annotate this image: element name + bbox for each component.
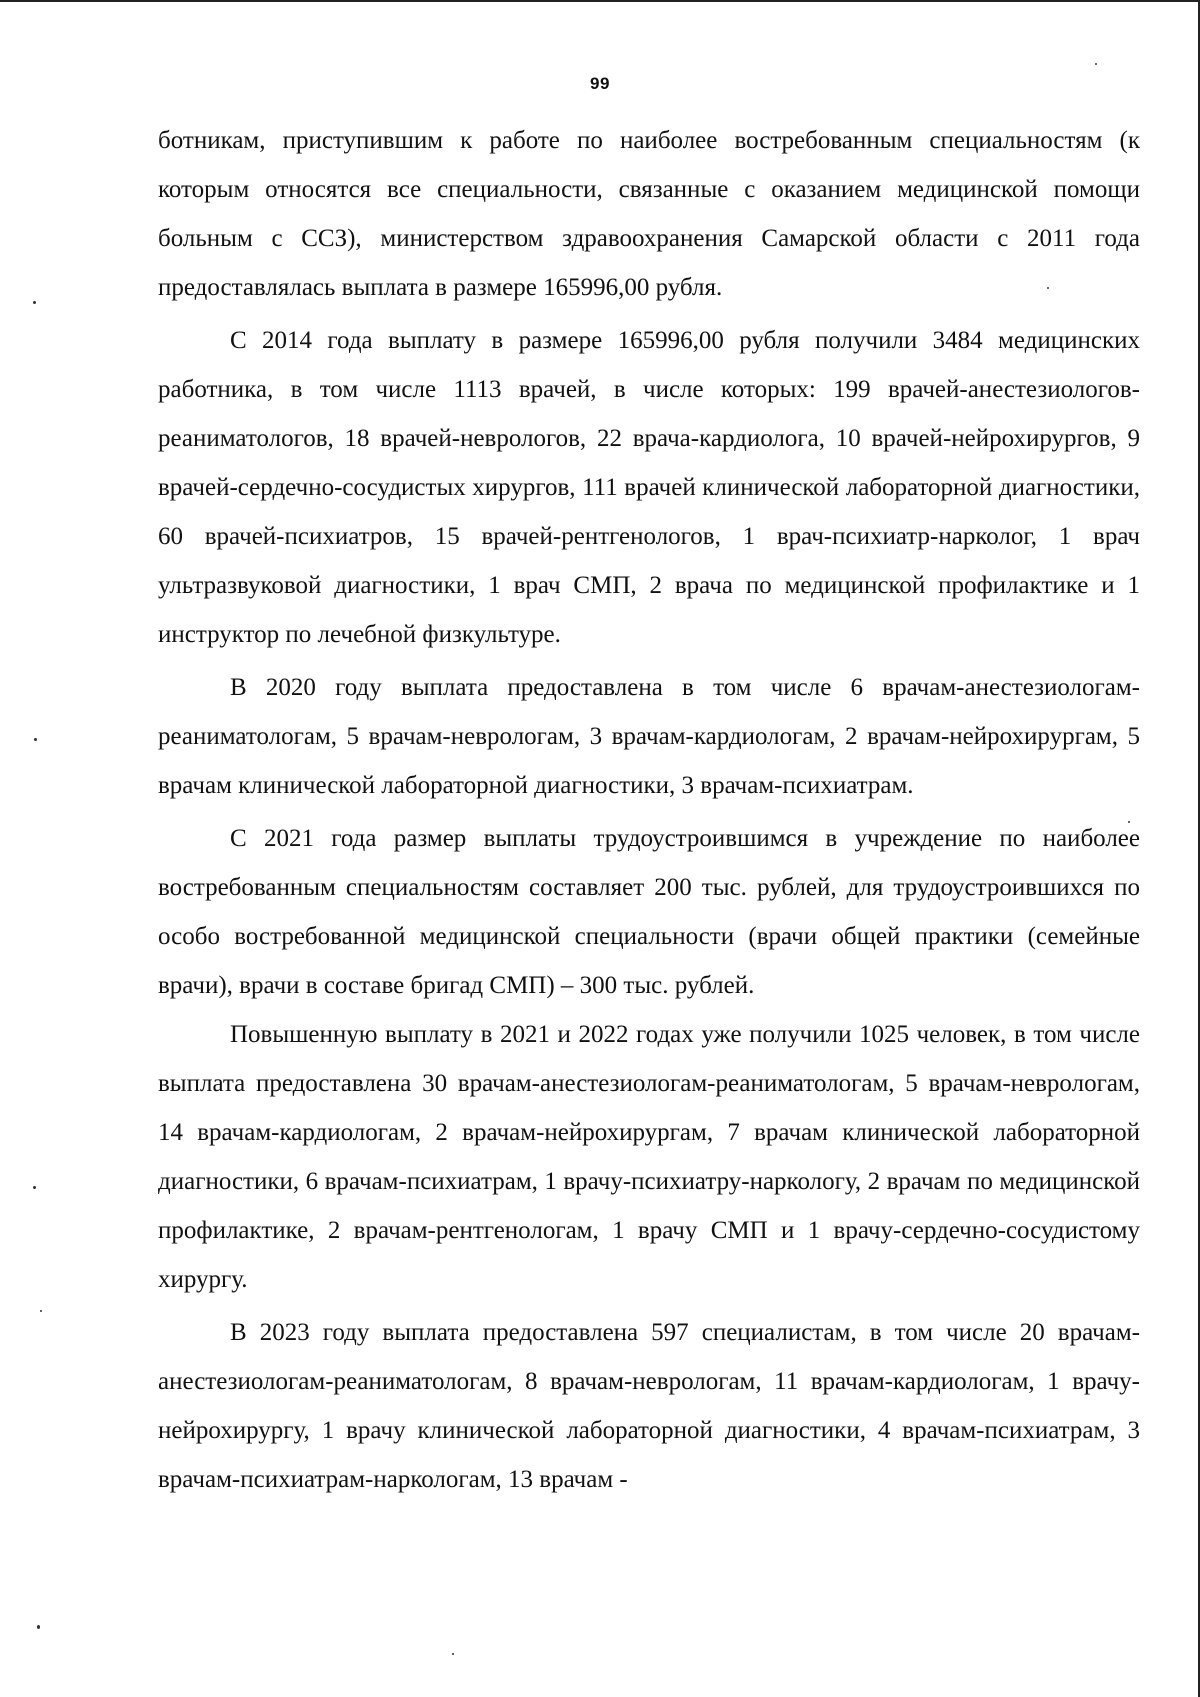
page-number: 99 <box>590 74 610 93</box>
scan-speck <box>34 738 37 741</box>
paragraph-2014-payments: С 2014 года выплату в размере 165996,00 рубля получили 3484 медицинских работника, в том числе 1113 врачей, в числе которых: 199 врачей-анестезиологов-реаниматологов, 18 врачей-неврологов, 22 врача-кардиолога, 10 врачей-нейрохирургов, 9 врачей-сердечно-сосудистых хирургов, 111 врачей клинической лабораторной диагностики, 60 врачей-психиатров, 15 врачей-рентгенологов, 1 врач-психиатр-нарколог, 1 врач ультразвуковой диагностики, 1 врач СМП, 2 врача по медицинской профилактике и 1 инструктор по лечебной физкультуре. <box>158 327 1140 648</box>
paragraph-2023-payments: В 2023 году выплата предоставлена 597 специалистам, в том числе 20 врачам-анестезиологам-реаниматологам, 8 врачам-неврологам, 11 врачам-кардиологам, 1 врачу-нейрохирургу, 1 врачу клинической лабораторной диагностики, 4 врачам-психиатрам, 3 врачам-психиатрам-наркологам, 13 врачам - <box>158 1319 1140 1493</box>
paragraph-2020-payments: В 2020 году выплата предоставлена в том числе 6 врачам-анестезиологам-реаниматологам, 5 врачам-неврологам, 3 врачам-кардиологам, 2 врачам-нейрохирургам, 5 врачам клинической лабораторной диагностики, 3 врачам-психиатрам. <box>158 674 1140 799</box>
paragraph-2021-2022-payments: Повышенную выплату в 2021 и 2022 годах уже получили 1025 человек, в том числе выплата предоставлена 30 врачам-анестезиологам-реаниматологам, 5 врачам-неврологам, 14 врачам-кардиологам, 2 врачам-нейрохирургам, 7 врачам клинической лабораторной диагностики, 6 врачам-психиатрам, 1 врачу-психиатру-наркологу, 2 врачам по медицинской профилактике, 2 врачам-рентгенологам, 1 врачу СМП и 1 врачу-сердечно-сосудистому хирургу. <box>158 1021 1140 1293</box>
scan-speck <box>33 1186 36 1189</box>
scan-speck <box>33 301 36 304</box>
scan-speck <box>1095 63 1097 65</box>
scan-speck <box>37 1625 40 1629</box>
scan-speck <box>1047 287 1049 289</box>
paragraph-2021-amounts: С 2021 года размер выплаты трудоустроившимся в учреждение по наиболее востребованным специальностям составляет 200 тыс. рублей, для трудоустроившихся по особо востребованной медицинской специальности (врачи общей практики (семейные врачи), врачи в составе бригад СМП) – 300 тыс. рублей. <box>158 825 1140 999</box>
scan-speck <box>452 1653 454 1655</box>
body-text <box>158 116 1140 1504</box>
scan-speck <box>40 1310 42 1312</box>
scan-speck <box>1128 821 1130 823</box>
paragraph-continuation: ботникам, приступившим к работе по наиболее востребованным специальностям (к которым относятся все специальности, связанные с оказанием медицинской помощи больным с ССЗ), министерством здравоохранения Самарской области с 2011 года предоставлялась выплата в размере 165996,00 рубля. <box>158 127 1140 301</box>
